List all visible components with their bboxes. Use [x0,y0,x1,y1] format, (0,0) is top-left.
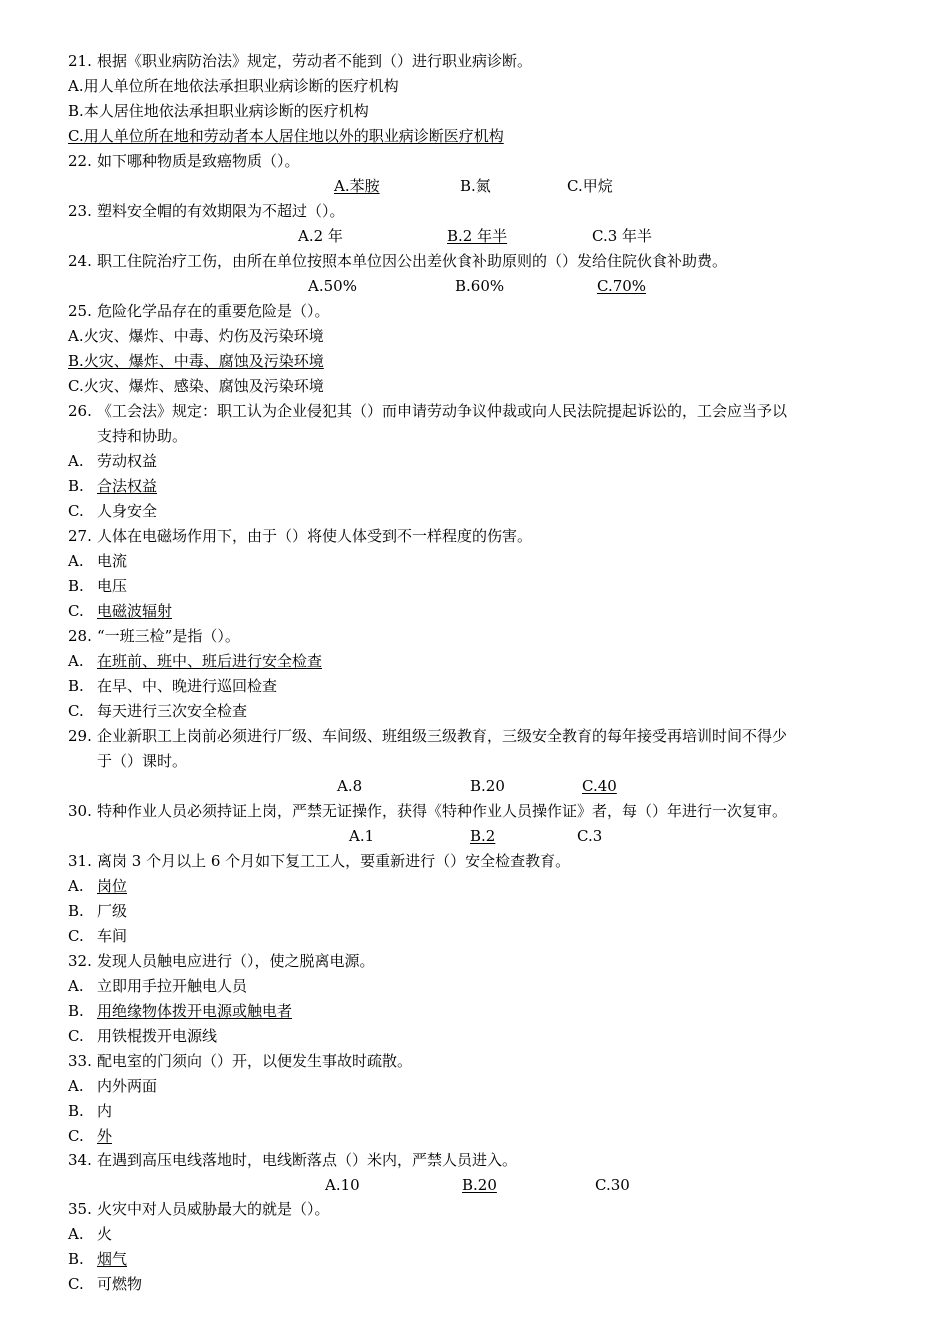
option-b: B.本人居住地依法承担职业病诊断的医疗机构 [68,102,369,120]
option-a: A. 立即用手拉开触电人员 [68,977,248,995]
option-a: A.50% [308,277,357,295]
question-21: 21. 根据《职业病防治法》规定，劳动者不能到（）进行职业病诊断。 [68,52,533,70]
question-25: 25. 危险化学品存在的重要危险是（）。 [68,302,330,320]
question-text: “一班三检”是指（）。 [97,627,240,645]
question-35: 35. 火灾中对人员威胁最大的就是（）。 [68,1200,330,1218]
question-23: 23. 塑料安全帽的有效期限为不超过（）。 [68,202,345,220]
question-text: 危险化学品存在的重要危险是（）。 [97,302,330,320]
option-a: A.火灾、爆炸、中毒、灼伤及污染环境 [68,327,324,345]
question-28: 28. “一班三检”是指（）。 [68,627,240,645]
question-text: 根据《职业病防治法》规定，劳动者不能到（）进行职业病诊断。 [97,52,533,70]
option-a-answer: A.苯胺 [334,177,380,195]
option-c: C.3 [577,827,603,845]
question-22: 22. 如下哪种物质是致癌物质（）。 [68,152,300,170]
option-c-answer: C.用人单位所在地和劳动者本人居住地以外的职业病诊断医疗机构 [68,127,504,145]
option-c: C. 人身安全 [68,502,158,520]
question-24: 24. 职工住院治疗工伤，由所在单位按照本单位因公出差伙食补助原则的（）发给住院伙食补助费。 [68,252,728,270]
option-a-answer: A. 岗位 [68,877,128,895]
option-c: C.3 年半 [592,227,653,245]
question-text: 离岗 3 个月以上 6 个月如下复工工人，要重新进行（）安全检查教育。 [97,852,571,870]
option-c: C.甲烷 [567,177,613,195]
option-a: A.2 年 [298,227,343,245]
option-c: C. 用铁棍拨开电源线 [68,1027,218,1045]
question-text: 塑料安全帽的有效期限为不超过（）。 [97,202,345,220]
question-32: 32. 发现人员触电应进行（），使之脱离电源。 [68,952,375,970]
option-b-answer: B. 合法权益 [68,477,158,495]
question-text: 特种作业人员必须持证上岗，严禁无证操作，获得《特种作业人员操作证》者，每（）年进行一次复审。 [97,802,788,820]
question-text: 发现人员触电应进行（），使之脱离电源。 [97,952,375,970]
option-a: A.10 [325,1176,360,1194]
option-c-answer: C. 电磁波辐射 [68,602,173,620]
option-c: C. 每天进行三次安全检查 [68,702,248,720]
option-a: A. 电流 [68,552,128,570]
question-text: 如下哪种物质是致癌物质（）。 [97,152,300,170]
option-b-answer: B.2 年半 [447,227,508,245]
option-c-answer: C.40 [582,777,617,795]
option-b: B. 电压 [68,577,128,595]
question-27: 27. 人体在电磁场作用下，由于（）将使人体受到不一样程度的伤害。 [68,527,533,545]
option-c: C.30 [595,1176,630,1194]
question-text-continued: 于（）课时。 [97,752,188,770]
option-a: A. 内外两面 [68,1077,158,1095]
option-b: B. 厂级 [68,902,128,920]
option-b-answer: B. 用绝缘物体拨开电源或触电者 [68,1002,293,1020]
option-c: C. 可燃物 [68,1275,143,1293]
option-b: B.氮 [460,177,491,195]
question-33: 33. 配电室的门须向（）开，以便发生事故时疏散。 [68,1052,413,1070]
option-c: C.火灾、爆炸、感染、腐蚀及污染环境 [68,377,324,395]
question-29: 29. 企业新职工上岗前必须进行厂级、车间级、班组级三级教育，三级安全教育的每年接受再培训时间不得少 [68,727,788,745]
question-31: 31. 离岗 3 个月以上 6 个月如下复工工人，要重新进行（）安全检查教育。 [68,852,571,870]
option-b-answer: B.20 [462,1176,497,1194]
question-text: 人体在电磁场作用下，由于（）将使人体受到不一样程度的伤害。 [97,527,533,545]
option-a: A.8 [337,777,363,795]
question-text: 在遇到高压电线落地时，电线断落点（）米内，严禁人员进入。 [97,1151,518,1169]
option-a: A. 劳动权益 [68,452,158,470]
question-34: 34. 在遇到高压电线落地时，电线断落点（）米内，严禁人员进入。 [68,1151,518,1169]
option-b-answer: B.火灾、爆炸、中毒、腐蚀及污染环境 [68,352,324,370]
option-a: A. 火 [68,1225,113,1243]
question-text: 火灾中对人员威胁最大的就是（）。 [97,1200,330,1218]
question-30: 30. 特种作业人员必须持证上岗，严禁无证操作，获得《特种作业人员操作证》者，每（）年进行一次复审。 [68,802,788,820]
option-b: B.20 [470,777,505,795]
option-c-answer: C. 外 [68,1127,113,1145]
option-b: B.60% [455,277,505,295]
option-a: A.1 [349,827,375,845]
option-b: B. 在早、中、晚进行巡回检查 [68,677,278,695]
question-text: 配电室的门须向（）开，以便发生事故时疏散。 [97,1052,413,1070]
option-c-answer: C.70% [597,277,647,295]
option-b: B. 内 [68,1102,113,1120]
option-b-answer: B. 烟气 [68,1250,128,1268]
option-b-answer: B.2 [470,827,496,845]
question-26: 26. 《工会法》规定：职工认为企业侵犯其（）而申请劳动争议仲裁或向人民法院提起诉讼的，工会应当予以 [68,402,788,420]
option-a-answer: A. 在班前、班中、班后进行安全检查 [68,652,323,670]
question-text: 企业新职工上岗前必须进行厂级、车间级、班组级三级教育，三级安全教育的每年接受再培训时间不得少 [97,727,788,745]
option-c: C. 车间 [68,927,128,945]
option-a: A.用人单位所在地依法承担职业病诊断的医疗机构 [68,77,399,95]
question-text: 职工住院治疗工伤，由所在单位按照本单位因公出差伙食补助原则的（）发给住院伙食补助费。 [97,252,728,270]
question-text: 《工会法》规定：职工认为企业侵犯其（）而申请劳动争议仲裁或向人民法院提起诉讼的，工会应当予以 [97,402,788,420]
question-text-continued: 支持和协助。 [97,427,188,445]
